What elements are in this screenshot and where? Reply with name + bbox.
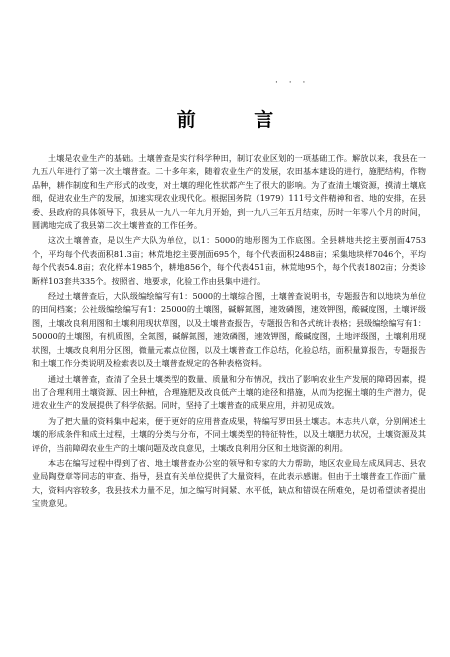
page-title: 前 言 (176, 109, 300, 131)
paragraph: 经过土壤普查后，大队级编绘编写有1：5000的土壤综合图，土壤普查说明书，专题报告和以地块为单位的田间档案；公社级编绘编写有1：25000的土壤图，碱解氮图，速效磷图，速效钾图，酸碱度图，土壤评级图，土壤改良利用图和土壤利用现状草图，以及土壤普查报告，专题报告和各式统计表格；县级编绘编写有1：50000的土壤图，有机质图，全氮图，碱解氮图，速效磷图，速效钾图，酸碱度图，土地评级图，土壤利用现状图，土壤改良利用分区图，微量元素点位图，以及土壤普查工作总结，化验总结，面积量算报告，专题报告和土壤工作分类说明及检索表以及土壤普查规定的各种表格资料。 (32, 291, 426, 369)
paragraph: 本志在编写过程中得到了省、地土壤普查办公室的领导和专家的大力帮助，地区农业局左成凤同志、县农业局陶登章等同志的审查、指导，县直有关单位提供了大量资料，在此表示感谢。但由于土壤普查工作面广量大，资料内容较多，我县技术力量不足，加之编写时间紧、水平低，缺点和错误在所难免，是切希望读者提出宝贵意见。 (32, 457, 426, 509)
scan-marks: · · · (275, 78, 310, 88)
paragraph: 这次土壤普查，是以生产大队为单位，以1：5000的地形图为工作底图。全县耕地共挖主要剖面4753个，平均每个代表面积81.3亩；林荒地挖主要剖面695个，每个代表面积2488亩；采集地块样7046个，平均每个代表54.8亩；农化样本1985个，耕地856个，每个代表451亩，林荒地95个，每个代表1802亩；分类诊断样103套共335个。按照省、地要求，化验工作由县集中进行。 (32, 235, 426, 286)
preface-body (32, 152, 426, 513)
paragraph: 为了把大量的资料集中起来，便于更好的应用普查成果，特编写罗田县土壤志。本志共八章，分别阐述土壤的形成条件和成土过程，土壤的分类与分布，不同土壤类型的特征特性，以及土壤肥力状况，土壤资源及其评价，当前障碍农业生产的土壤问题及改良意见，土壤改良利用分区和土地资源的利用。 (32, 415, 426, 453)
paragraph: 通过土壤普查，查清了全县土壤类型的数量、质量和分布情况，找出了影响农业生产发展的障碍因素，提出了合理利用土壤资源、因土种植，合理施肥及改良低产土壤的途径和措施，从而为挖掘土壤的生产潜力，促进农业生产的发展提供了科学依据。同时，坚持了土壤普查的成果应用，并初见成效。 (32, 373, 426, 411)
paragraph: 土壤是农业生产的基础。土壤普查是实行科学种田，制订农业区划的一项基础工作。解放以来，我县在一九五八年进行了第一次土壤普查。二十多年来，随着农业生产的发展，农田基本建设的进行，施肥结构，作物品种，耕作制度和生产形式的改变，对土壤的理化性状都产生了很大的影响。为了查清土壤资源，摸清土壤底细，促进农业生产的发展，加速实现农业现代化。根据国务院（1979）111号文件精神和省、地的安排，在县委、县政府的具体领导下，我县从一九八一年九月开始，到一九八三年五月结束，历时一年零八个月的时间，圆满地完成了我县第二次土壤普查的工作任务。 (32, 153, 426, 231)
